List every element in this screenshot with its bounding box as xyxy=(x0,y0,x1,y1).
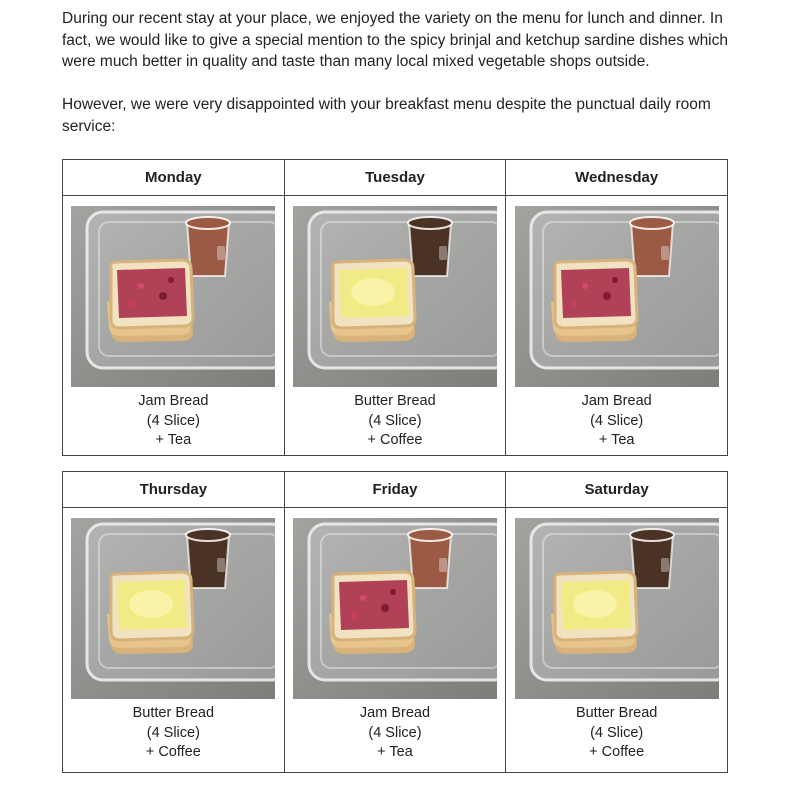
drink-label: + Coffee xyxy=(589,744,645,760)
day-header-saturday: Saturday xyxy=(506,472,728,508)
meal-caption xyxy=(506,704,727,763)
meal-caption xyxy=(285,704,506,763)
meal-photo xyxy=(71,518,275,699)
drink-label: + Tea xyxy=(155,432,192,448)
drink-label: + Tea xyxy=(377,744,413,760)
meal-caption xyxy=(63,392,284,451)
intro-paragraph-2: However, we were very disappointed with your breakfast menu despite the punctual daily room service: xyxy=(62,96,711,135)
bread-stack xyxy=(107,572,193,654)
meal-photo xyxy=(515,518,719,699)
meal-cell-saturday xyxy=(506,508,728,773)
quantity-label: (4 Slice) xyxy=(368,724,422,741)
drink-label: + Coffee xyxy=(145,744,201,760)
meal-photo xyxy=(71,206,275,387)
meal-cell-friday xyxy=(284,508,506,773)
bread-stack xyxy=(551,572,637,654)
meal-cell-thursday xyxy=(63,508,285,773)
bread-stack xyxy=(107,260,193,342)
bread-label: Jam Bread xyxy=(359,705,431,721)
meal-photo xyxy=(293,206,497,387)
drink-label: + Coffee xyxy=(367,432,423,448)
drink-cup xyxy=(408,217,452,276)
intro-paragraph-1: During our recent stay at your place, we enjoyed the variety on the menu for lunch and dinner. In fact, we would like to give a special mention to the spicy brinjal and ketchup sardine dishes which were much better in quality and taste than many local mixed vegetable shops outside. xyxy=(62,10,729,70)
day-header-monday: Monday xyxy=(63,160,285,196)
bread-label: Butter Bread xyxy=(575,705,658,721)
meal-caption xyxy=(285,392,506,451)
quantity-label: (4 Slice) xyxy=(368,412,422,429)
meal-photo xyxy=(515,206,719,387)
bread-stack xyxy=(329,572,415,654)
meal-caption xyxy=(506,392,727,451)
meal-caption xyxy=(63,704,284,763)
drink-cup xyxy=(408,529,452,588)
breakfast-table-week-1 xyxy=(62,159,728,456)
drink-cup xyxy=(186,529,230,588)
day-header-friday: Friday xyxy=(284,472,506,508)
drink-label: + Tea xyxy=(598,432,635,448)
bread-stack xyxy=(329,260,415,342)
bread-label: Butter Bread xyxy=(354,393,436,409)
day-header-thursday: Thursday xyxy=(63,472,285,508)
quantity-label: (4 Slice) xyxy=(146,724,200,741)
drink-cup xyxy=(186,217,230,276)
bread-label: Butter Bread xyxy=(132,705,215,721)
bread-label: Jam Bread xyxy=(138,393,209,409)
meal-cell-monday xyxy=(63,196,285,456)
drink-cup xyxy=(630,529,674,588)
bread-label: Jam Bread xyxy=(581,393,652,409)
bread-stack xyxy=(551,260,637,342)
day-header-wednesday: Wednesday xyxy=(506,160,728,196)
drink-cup xyxy=(630,217,674,276)
meal-cell-tuesday xyxy=(284,196,506,456)
meal-cell-wednesday xyxy=(506,196,728,456)
day-header-tuesday: Tuesday xyxy=(284,160,506,196)
quantity-label: (4 Slice) xyxy=(590,724,644,741)
meal-photo xyxy=(293,518,497,699)
quantity-label: (4 Slice) xyxy=(146,412,200,429)
breakfast-table-week-2 xyxy=(62,471,728,773)
quantity-label: (4 Slice) xyxy=(590,412,644,429)
